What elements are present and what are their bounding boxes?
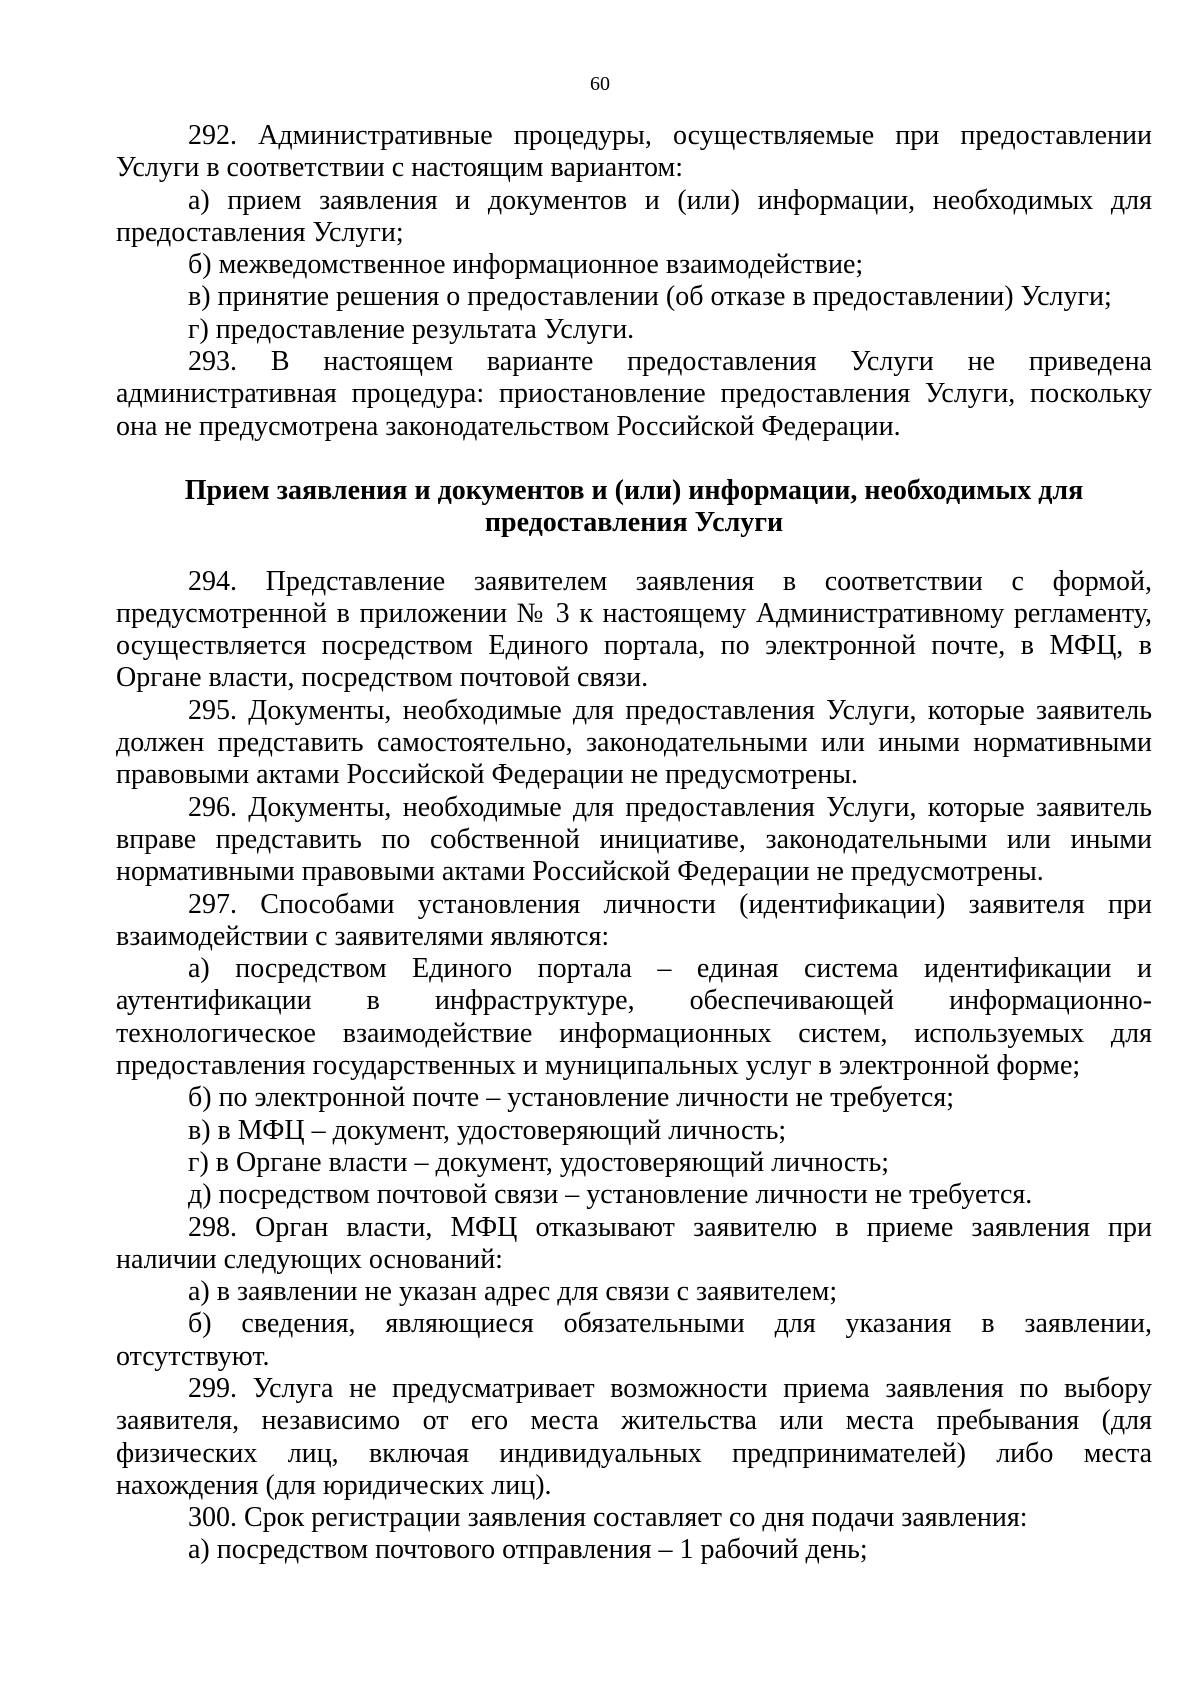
list-item-b: б) межведомственное информационное взаимодействие;: [188, 249, 864, 281]
list-item-v: в) в МФЦ – документ, удостоверяющий личность;: [188, 1114, 787, 1146]
paragraph-294: 294. Представление заявителем заявления в соответствии с формой, предусмотренной в приложении № 3 к настоящему Административному регламенту, осуществляется посредством Единого портала, по электронной почте, в МФЦ, в Органе власти, посредством почтовой связи.: [116, 565, 1152, 694]
paragraph-297: 297. Способами установления личности (идентификации) заявителя при взаимодействии с заявителями являются:: [116, 888, 1152, 952]
document-text: [116, 120, 1152, 1567]
page-number: 60: [590, 73, 610, 95]
list-item-b: б) сведения, являющиеся обязательными для указания в заявлении, отсутствуют.: [116, 1308, 1152, 1372]
list-item-d: д) посредством почтовой связи – установление личности не требуется.: [188, 1179, 1033, 1211]
list-item-a: а) посредством Единого портала – единая система идентификации и аутентификации в инфраструктуре, обеспечивающей информационно-технологическое взаимодействие информационных систем, используемых для предоставления государственных и муниципальных услуг в электронной форме;: [116, 953, 1152, 1082]
paragraph-293: 293. В настоящем варианте предоставления Услуги не приведена административная процедура: приостановление предоставления Услуги, поскольку она не предусмотрена законодательством Российской Федерации.: [116, 346, 1152, 442]
section-heading-line-2: предоставления Услуги: [484, 507, 784, 539]
paragraph-292: 292. Административные процедуры, осуществляемые при предоставлении Услуги в соответствии с настоящим вариантом:: [116, 120, 1152, 184]
section-heading: [116, 475, 1152, 540]
list-item-a: а) в заявлении не указан адрес для связи с заявителем;: [188, 1276, 838, 1308]
paragraph-295: 295. Документы, необходимые для предоставления Услуги, которые заявитель должен представить самостоятельно, законодательными или иными нормативными правовыми актами Российской Федерации не предусмотрены.: [116, 694, 1152, 791]
list-item-g: г) предоставление результата Услуги.: [188, 313, 635, 345]
paragraph-298: 298. Орган власти, МФЦ отказывают заявителю в приеме заявления при наличии следующих оснований:: [116, 1211, 1152, 1275]
list-item-v: в) принятие решения о предоставлении (об отказе в предоставлении) Услуги;: [188, 281, 1112, 313]
paragraph-296: 296. Документы, необходимые для предоставления Услуги, которые заявитель вправе представить по собственной инициативе, законодательными или иными нормативными правовыми актами Российской Федерации не предусмотрены.: [116, 791, 1152, 888]
paragraph-300: 300. Срок регистрации заявления составляет со дня подачи заявления:: [188, 1502, 1028, 1534]
list-item-b: б) по электронной почте – установление личности не требуется;: [188, 1082, 954, 1114]
paragraph-299: 299. Услуга не предусматривает возможности приема заявления по выбору заявителя, независимо от его места жительства или места пребывания (для физических лиц, включая индивидуальных предпринимателей) либо места нахождения (для юридических лиц).: [116, 1372, 1152, 1501]
list-item-g: г) в Органе власти – документ, удостоверяющий личность;: [188, 1146, 890, 1178]
list-item-a: а) прием заявления и документов и (или) информации, необходимых для предоставления Услуги;: [116, 184, 1152, 248]
list-item-a: а) посредством почтового отправления – 1 рабочий день;: [188, 1534, 868, 1566]
section-heading-line-1: Прием заявления и документов и (или) информации, необходимых для: [184, 474, 1084, 506]
